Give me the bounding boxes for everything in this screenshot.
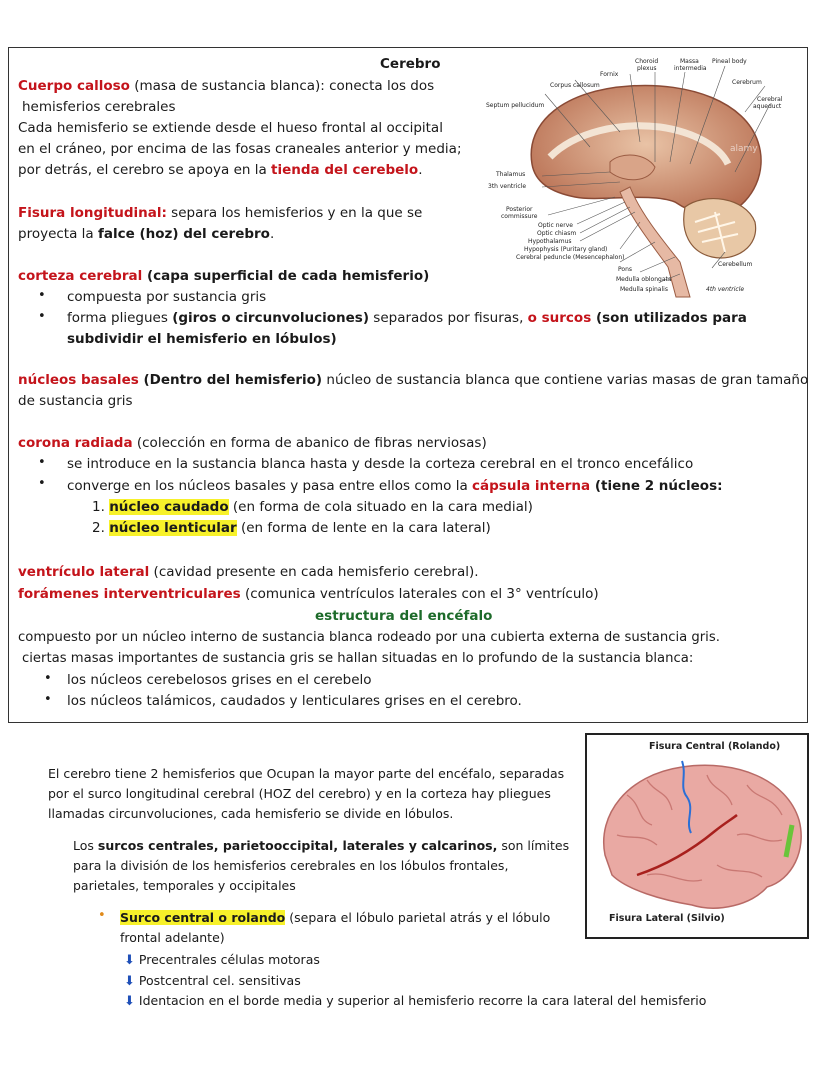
corteza-bullet1: compuesta por sustancia gris (67, 289, 267, 305)
bullet-dot: • (38, 288, 46, 303)
label-fisura-central: Fisura Central (Rolando) (649, 741, 781, 752)
label-plexus: plexus (637, 65, 657, 72)
label-medulla-oblongata: Medulla oblongata (616, 276, 672, 283)
hemisferio-line2: en el cráneo, por encima de las fosas craneales anterior y media; (18, 141, 462, 157)
nucleos-line2: de sustancia gris (18, 393, 133, 409)
label-optic-nerve: Optic nerve (538, 222, 573, 229)
label-cerebral-peduncle: Cerebral peduncle (Mesencephalon) (516, 254, 625, 261)
nucleo-lenticular-item: 2. núcleo lenticular (en forma de lente en la cara lateral) (92, 520, 491, 536)
down-arrow-icon: ⬇ (124, 994, 135, 1009)
nucleo-caudado-item: 1. núcleo caudado (en forma de cola situado en la cara medial) (92, 499, 533, 515)
label-thalamus: Thalamus (496, 171, 526, 178)
fisura-line: Fisura longitudinal: separa los hemisferios y en la que se (18, 205, 423, 221)
label-aqueduct: aqueduct (753, 103, 782, 110)
label-septum: Septum pellucidum (486, 102, 545, 109)
label-massa: Massa (680, 58, 699, 65)
label-choroid: Choroid (635, 58, 659, 65)
surco-central-line2: frontal adelante) (120, 930, 225, 945)
estructura-line2: ciertas masas importantes de sustancia gris se hallan situadas en lo profundo de la sustancia blanca: (22, 651, 694, 666)
hemisferio-line1: Cada hemisferio se extiende desde el hueso frontal al occipital (18, 120, 443, 136)
label-fornix: Fornix (600, 71, 619, 78)
orange-bullet: • (98, 908, 106, 923)
item-identacion: ⬇ Identacion en el borde media y superior al hemisferio recorre la cara lateral del hemisferio (124, 993, 707, 1009)
bullet-dot: • (44, 692, 52, 707)
estructura-bullet1: los núcleos cerebelosos grises en el cerebelo (67, 672, 372, 688)
watermark: alamy (730, 144, 758, 154)
label-4th-ventricle: 4th ventricle (706, 286, 745, 293)
down-arrow-icon: ⬇ (124, 953, 135, 968)
para1-line2: por el surco longitudinal cerebral (HOZ del cerebro) y en la corteza hay pliegues (48, 786, 551, 801)
fisura-line2: proyecta la falce (hoz) del cerebro. (18, 226, 275, 242)
cuerpo-calloso-line: Cuerpo calloso (masa de sustancia blanca): conecta los dos (18, 78, 435, 94)
corteza-bullet2-line2: subdividir el hemisferio en lóbulos) (67, 331, 337, 347)
label-posterior: Posterior (506, 206, 533, 213)
label-pineal-body: Pineal body (712, 58, 747, 65)
label-commissure: commissure (501, 213, 538, 220)
nucleos-line: núcleos basales (Dentro del hemisferio) núcleo de sustancia blanca que contiene varias masas de gran tamaño (18, 372, 809, 388)
corteza-line: corteza cerebral (capa superficial de cada hemisferio) (18, 268, 430, 284)
ventriculo-line: ventrículo lateral (cavidad presente en cada hemisferio cerebral). (18, 564, 479, 580)
bullet-dot: • (38, 309, 46, 324)
para1-line1: El cerebro tiene 2 hemisferios que Ocupan la mayor parte del encéfalo, separadas (48, 766, 565, 781)
label-corpus-callosum: Corpus callosum (550, 82, 600, 89)
bullet-dot: • (38, 455, 46, 470)
label-intermedia: intermedia (674, 65, 707, 72)
label-cerebellum: Cerebellum (718, 261, 753, 268)
cuerpo-calloso-line2: hemisferios cerebrales (22, 99, 176, 115)
label-3rd-ventricle: 3th ventricle (488, 183, 527, 190)
corteza-bullet2: forma pliegues (giros o circunvoluciones) separados por fisuras, o surcos (son utilizados para (67, 310, 747, 326)
brain-lateral-diagram (585, 733, 809, 939)
brain-sagittal-illustration (480, 52, 805, 302)
para1-line3: llamadas circunvoluciones, cada hemisferio se divide en lóbulos. (48, 806, 454, 821)
label-cerebrum: Cerebrum (732, 79, 762, 86)
estructura-bullet2: los núcleos talámicos, caudados y lenticulares grises en el cerebro. (67, 693, 522, 709)
bullet-dot: • (38, 476, 46, 491)
label-hypophysis: Hypophysis (Puritary gland) (524, 246, 608, 253)
item-postcentral: ⬇ Postcentral cel. sensitivas (124, 973, 301, 989)
section-title: Cerebro (380, 56, 441, 72)
estructura-line1: compuesto por un núcleo interno de sustancia blanca rodeado por una cubierta externa de sustancia gris. (18, 630, 720, 645)
para2-line2: para la división de los hemisferios cerebrales en los lóbulos frontales, (73, 858, 509, 873)
para2-line1: Los surcos centrales, parietooccipital, laterales y calcarinos, son límites (73, 838, 570, 853)
corona-line: corona radiada (colección en forma de abanico de fibras nerviosas) (18, 435, 487, 451)
label-medulla-spinalis: Medulla spinalis (620, 286, 668, 293)
bullet-dot: • (44, 671, 52, 686)
down-arrow-icon: ⬇ (124, 974, 135, 989)
label-pons: Pons (618, 266, 633, 273)
label-cerebral: Cerebral (757, 96, 783, 103)
corona-bullet1: se introduce en la sustancia blanca hasta y desde la corteza cerebral en el tronco encefálico (67, 456, 694, 472)
brain-lateral-illustration (587, 735, 807, 935)
foramenes-line: forámenes interventriculares (comunica ventrículos laterales con el 3° ventrículo) (18, 586, 599, 602)
corona-bullet2: converge en los núcleos basales y pasa entre ellos como la cápsula interna (tiene 2 núcleos: (67, 478, 723, 494)
brain-sagittal-diagram (480, 52, 805, 302)
item-precentrales: ⬇ Precentrales células motoras (124, 952, 320, 968)
para2-line3: parietales, temporales y occipitales (73, 878, 296, 893)
label-hypothalamus: Hypothalamus (528, 238, 572, 245)
estructura-title: estructura del encéfalo (315, 608, 493, 624)
tienda-line: por detrás, el cerebro se apoya en la tienda del cerebelo. (18, 162, 423, 178)
label-fisura-lateral: Fisura Lateral (Silvio) (609, 913, 725, 924)
surco-central-line: Surco central o rolando (separa el lóbulo parietal atrás y el lóbulo (120, 910, 551, 925)
label-optic-chiasm: Optic chiasm (537, 230, 577, 237)
